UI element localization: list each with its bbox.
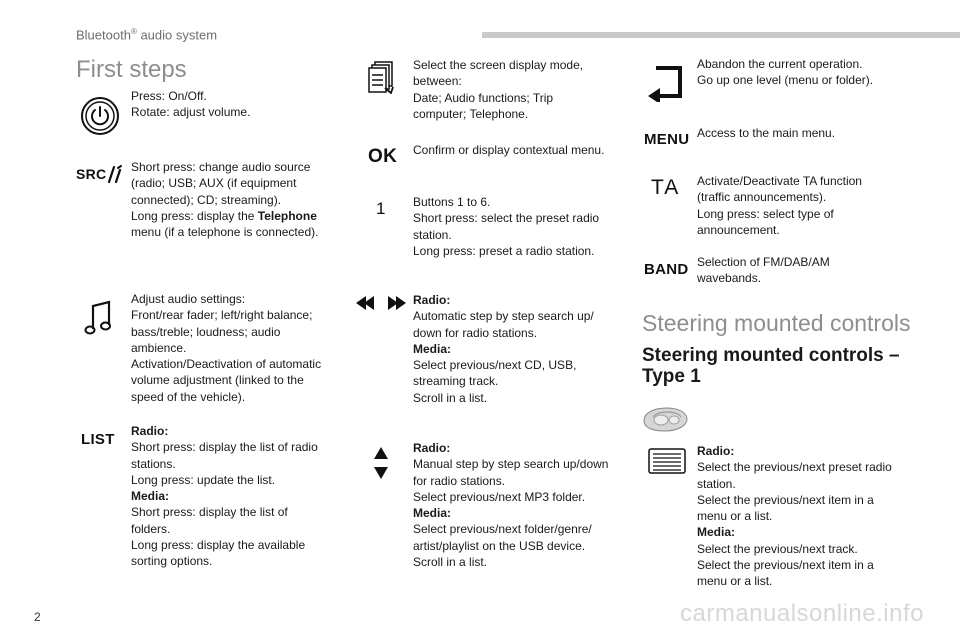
page-number: 2: [34, 610, 41, 624]
updown-media-text: Select previous/next folder/genre/ artist/playlist on the USB device. Scroll in a list.: [413, 522, 592, 570]
scroll-wheel-icon: [648, 448, 686, 474]
running-header: [76, 27, 217, 42]
src-icon-label: SRC: [76, 166, 107, 182]
list-description: [131, 423, 341, 570]
audio-description: Adjust audio settings: Front/rear fader; left/right balance; bass/treble; loudness; audio ambience. Activation/Deactivation of automatic volume adjustment (linked to the speed of the vehicle).: [131, 292, 322, 404]
up-down-arrows-icon: [373, 446, 389, 480]
registered-mark: ®: [130, 27, 137, 36]
power-button-icon: [80, 96, 120, 136]
subheading-steering-type1: Steering mounted controls – Type 1: [642, 345, 900, 387]
display-mode-icon: [366, 60, 396, 94]
list-media-head: Media:: [131, 489, 170, 504]
section-heading-first-steps: First steps: [76, 56, 187, 83]
src-text-1: Short press: change audio source (radio; USB; AUX (if equipment connected); CD; streaming). Long press: display the: [131, 160, 311, 223]
section-heading-steering: Steering mounted controls: [642, 310, 911, 336]
ok-description: Confirm or display contextual menu.: [413, 143, 605, 157]
seek-arrows-icon: [354, 293, 408, 313]
src-icon: [76, 165, 122, 183]
seek-media-text: Select previous/next CD, USB, streaming track. Scroll in a list.: [413, 358, 577, 405]
list-radio-head: Radio:: [131, 424, 169, 438]
back-description: Abandon the current operation. Go up one level (menu or folder).: [697, 57, 874, 88]
power-description: Press: On/Off. Rotate: adjust volume.: [131, 89, 251, 120]
band-icon: BAND: [644, 261, 689, 278]
wheel-radio-text: Select the previous/next preset radio station. Select the previous/next item in a menu or a list.: [697, 460, 892, 524]
menu-description: Access to the main menu.: [697, 126, 836, 140]
ta-icon: TA: [651, 176, 681, 199]
ok-icon: OK: [368, 146, 398, 167]
watermark: carmanualsonline.info: [680, 600, 924, 627]
steering-control-icon: [641, 404, 689, 434]
wheel-description: [697, 443, 912, 590]
preset-button-icon: 1: [376, 199, 386, 218]
list-radio-text: Short press: display the list of radio stations. Long press: update the list.: [131, 440, 318, 487]
seek-media-head: Media:: [413, 341, 452, 356]
updown-description: [413, 440, 628, 570]
list-media-text: Short press: display the list of folders. Long press: display the available sorting options.: [131, 505, 306, 569]
seek-radio-head: Radio:: [413, 293, 451, 307]
band-description: Selection of FM/DAB/AM wavebands.: [697, 255, 830, 286]
header-title-rest: audio system: [136, 27, 218, 43]
wheel-media-text: Select the previous/next track. Select the previous/next item in a menu or a list.: [697, 541, 874, 589]
list-icon: LIST: [81, 431, 115, 448]
header-rule: [482, 32, 960, 38]
updown-radio-head: Radio:: [413, 441, 451, 455]
music-note-icon: [84, 300, 112, 336]
src-text-2: menu (if a telephone is connected).: [131, 225, 319, 240]
mode-slash-icon: [106, 165, 122, 183]
seek-radio-text: Automatic step by step search up/ down for radio stations.: [413, 309, 594, 340]
preset-buttons-description: Buttons 1 to 6. Short press: select the preset radio station. Long press: preset a radio station.: [413, 195, 600, 258]
wheel-radio-head: Radio:: [697, 444, 735, 458]
wheel-media-head: Media:: [697, 525, 736, 540]
ta-description: Activate/Deactivate TA function (traffic announcements). Long press: select type of announcement.: [697, 174, 862, 237]
header-title: Bluetooth: [76, 27, 131, 43]
seek-description: [413, 292, 623, 406]
updown-radio-text: Manual step by step search up/down for radio stations. Select previous/next MP3 folder.: [413, 457, 609, 504]
back-arrow-icon: [646, 62, 686, 102]
src-description: [131, 159, 341, 240]
updown-media-head: Media:: [413, 506, 452, 521]
menu-icon: MENU: [644, 131, 690, 148]
display-mode-description: Select the screen display mode, between: Date; Audio functions; Trip computer; Telephone.: [413, 58, 584, 121]
src-text-bold: Telephone: [257, 208, 317, 223]
